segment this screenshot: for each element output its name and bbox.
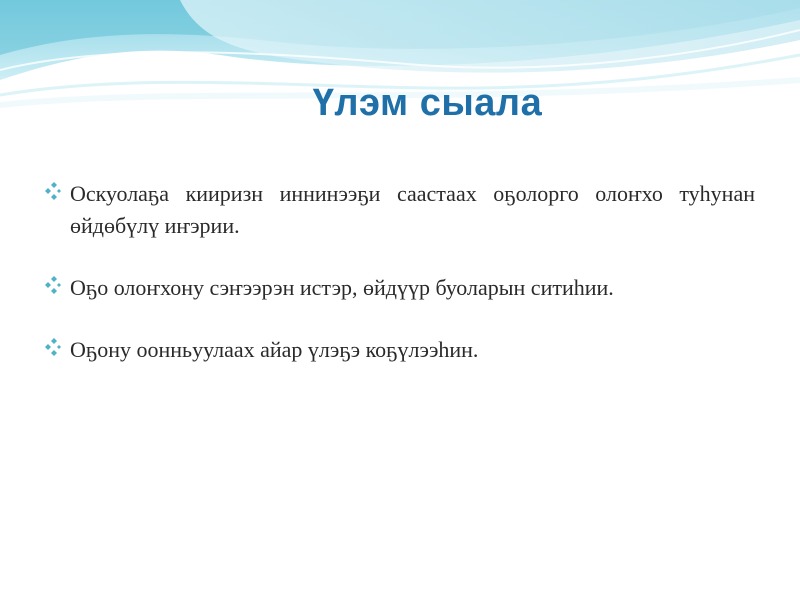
diamond-cluster-icon [40, 182, 62, 200]
bullet-item [40, 178, 755, 242]
diamond-cluster-icon [40, 276, 62, 294]
bullet-item [40, 272, 755, 304]
bullet-text: Оскуолаҕа кииризн иннинээҕи саастаах оҕолорго олоҥхо туһунан өйдөбүлү иҥэрии. [70, 181, 755, 238]
bullet-item [40, 334, 755, 366]
diamond-cluster-icon [40, 338, 62, 356]
slide-title: Үлэм сыала [312, 82, 543, 124]
bullet-list [40, 178, 755, 396]
bullet-text: Оҕо олоҥхону сэҥээрэн истэр, өйдүүр буоларын ситиһии. [70, 275, 614, 300]
bullet-text: Оҕону оонньуулаах айар үлэҕэ коҕүлээһин. [70, 337, 479, 362]
